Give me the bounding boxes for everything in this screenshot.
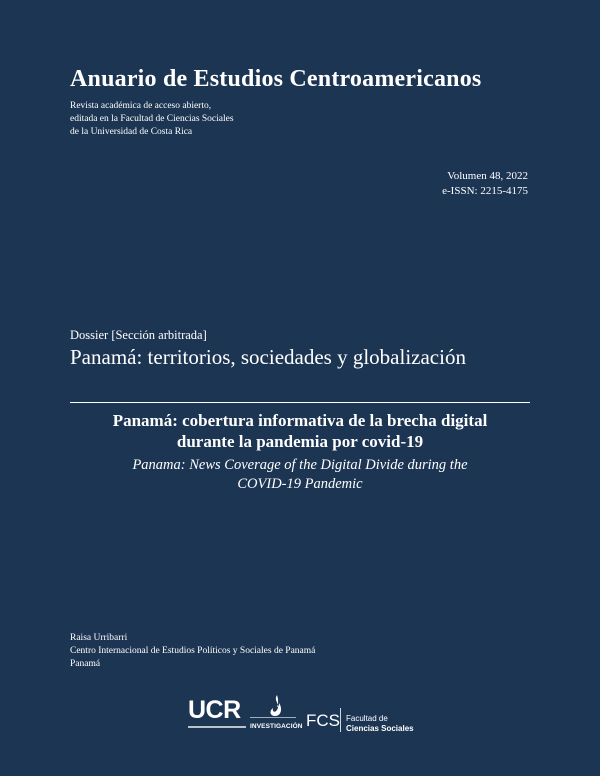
volume-number: Volumen 48, 2022 [447, 170, 528, 182]
facultad-line: Ciencias Sociales [346, 724, 414, 733]
divider [70, 402, 530, 403]
ucr-logo: UCR [188, 696, 241, 724]
article-title-line: durante la pandemia por covid-19 [176, 432, 424, 451]
fcs-logo: FCS [306, 711, 340, 730]
author-name: Raisa Urribarri [70, 633, 128, 643]
facultad-line: Facultad de [346, 714, 388, 723]
subtitle-line: Revista académica de acceso abierto, [70, 101, 212, 111]
article-title-en-line: COVID-19 Pandemic [237, 476, 363, 492]
logo-separator [340, 708, 341, 732]
author-affiliation: Centro Internacional de Estudios Políticos y Sociales de Panamá [70, 646, 316, 656]
journal-title: Anuario de Estudios Centroamericanos [70, 66, 482, 92]
article-title-line: Panamá: cobertura informativa de la brecha digital [112, 411, 488, 430]
flame-icon [252, 693, 298, 739]
vicerrectoria-rule [250, 717, 296, 722]
journal-subtitle [70, 100, 234, 139]
logo-bar [188, 693, 428, 739]
subtitle-line: de la Universidad de Costa Rica [70, 127, 193, 137]
author-country: Panamá [70, 659, 101, 669]
dossier-title: Panamá: territorios, sociedades y globalización [70, 345, 466, 369]
volume-info [442, 169, 528, 199]
article-title-en-line: Panama: News Coverage of the Digital Divide during the [132, 457, 468, 473]
subtitle-line: editada en la Facultad de Ciencias Sociales [70, 114, 234, 124]
issn: e-ISSN: 2215-4175 [442, 185, 528, 197]
facultad-logo-text [346, 714, 414, 734]
dossier-label: Dossier [Sección arbitrada] [70, 328, 207, 342]
article-title-es [70, 410, 530, 452]
vicerrectoria-logo-text: INVESTIGACIÓN [250, 723, 303, 730]
article-title-en [70, 456, 530, 494]
ucr-logo-underline [188, 726, 246, 728]
author-block [70, 632, 315, 671]
